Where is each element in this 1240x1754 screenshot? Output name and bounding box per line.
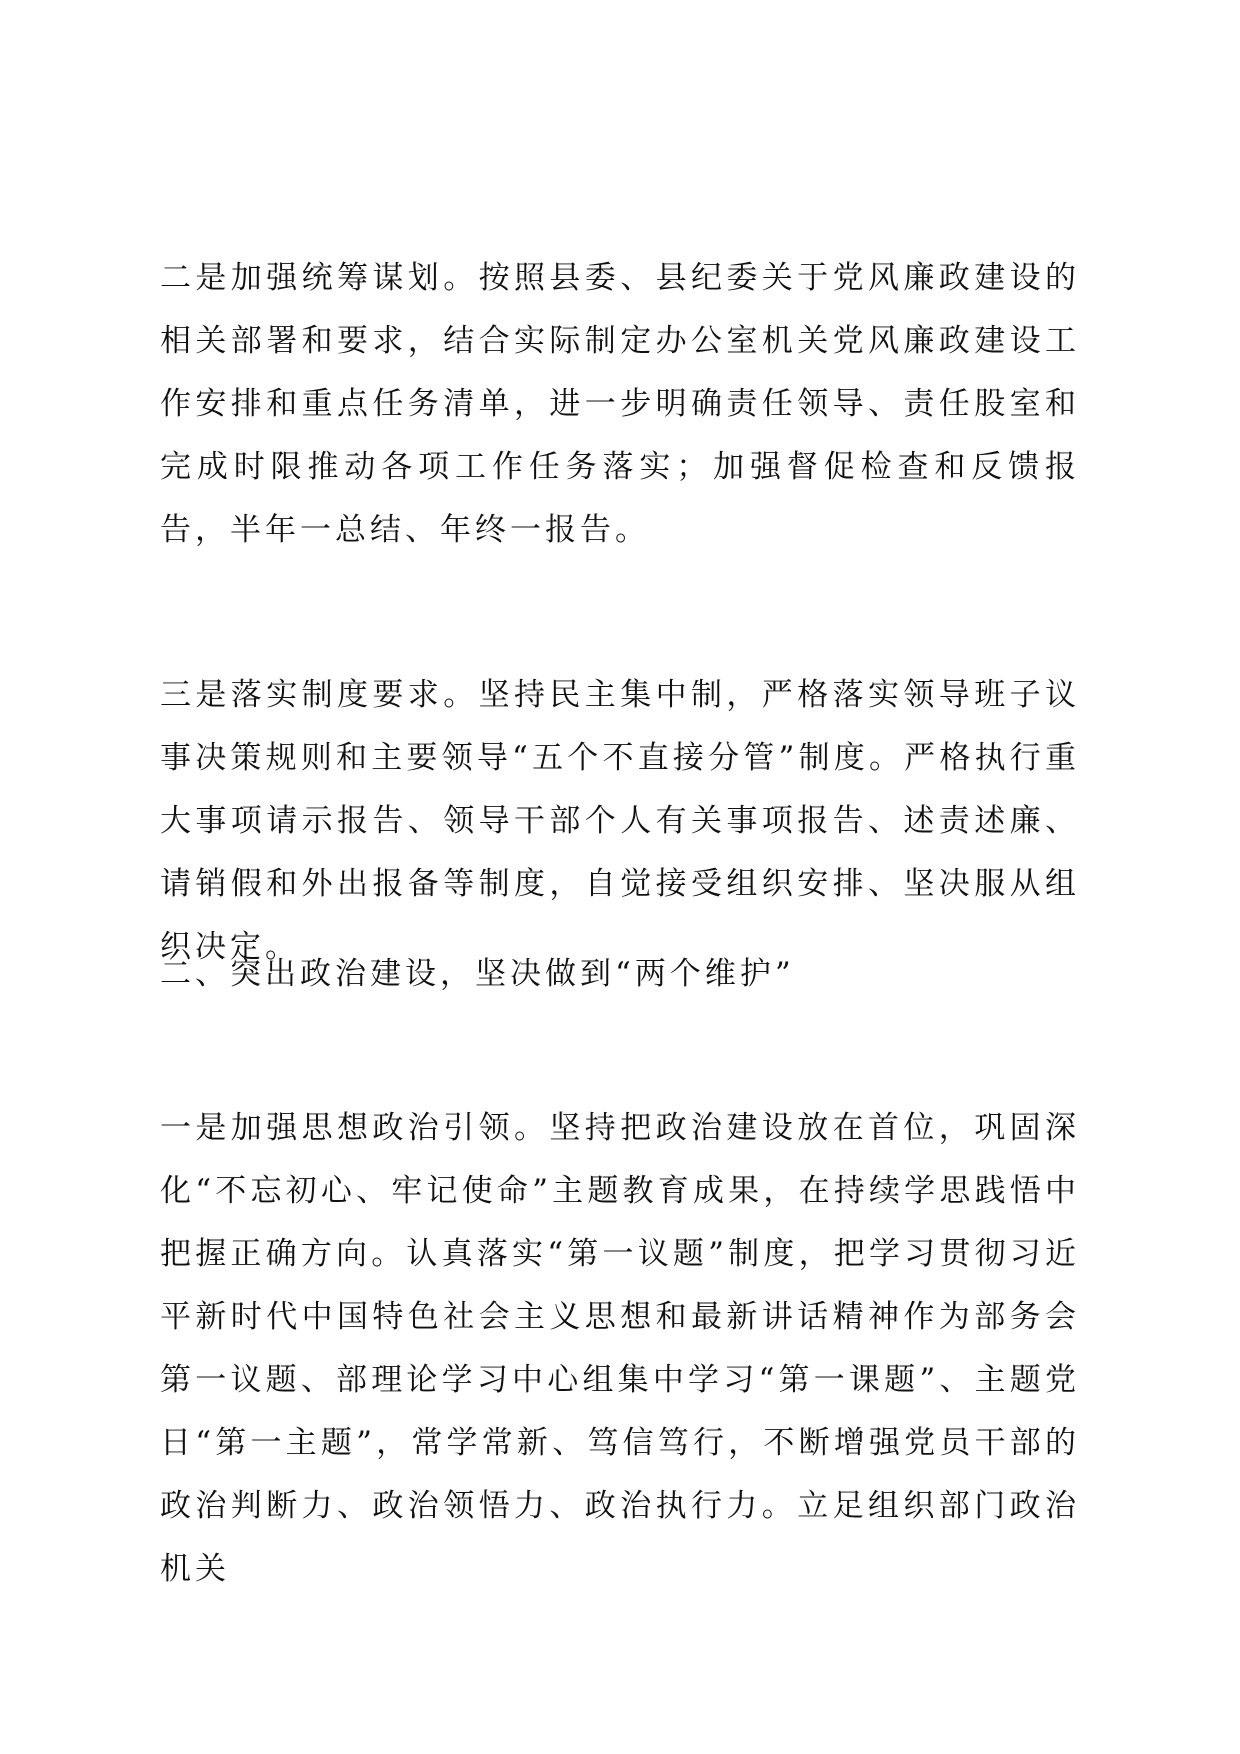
section-heading-political-building: 二、突出政治建设，坚决做到“两个维护”: [160, 956, 795, 992]
paragraph-ideological-guidance: 一是加强思想政治引领。坚持把政治建设放在首位，巩固深化“不忘初心、牢记使命”主题教育成果，在持续学思践悟中把握正确方向。认真落实“第一议题”制度，把学习贯彻习近平新时代中国特色社会主义思想和最新讲话精神作为部务会第一议题、部理论学习中心组集中学习“第一课题”、主题党日“第一主题”，常学常新、笃信笃行，不断增强党员干部的政治判断力、政治领悟力、政治执行力。立足组织部门政治机关: [160, 1110, 1080, 1587]
paragraph-institutional-requirements: 三是落实制度要求。坚持民主集中制，严格落实领导班子议事决策规则和主要领导“五个不直接分管”制度。严格执行重大事项请示报告、领导干部个人有关事项报告、述责述廉、请销假和外出报备等制度，自觉接受组织安排、坚决服从组织决定。: [160, 677, 1080, 965]
paragraph-coordinated-planning: 二是加强统筹谋划。按照县委、县纪委关于党风廉政建设的相关部署和要求，结合实际制定办公室机关党风廉政建设工作安排和重点任务清单，进一步明确责任领导、责任股室和完成时限推动各项工作任务落实；加强督促检查和反馈报告，半年一总结、年终一报告。: [160, 260, 1080, 548]
